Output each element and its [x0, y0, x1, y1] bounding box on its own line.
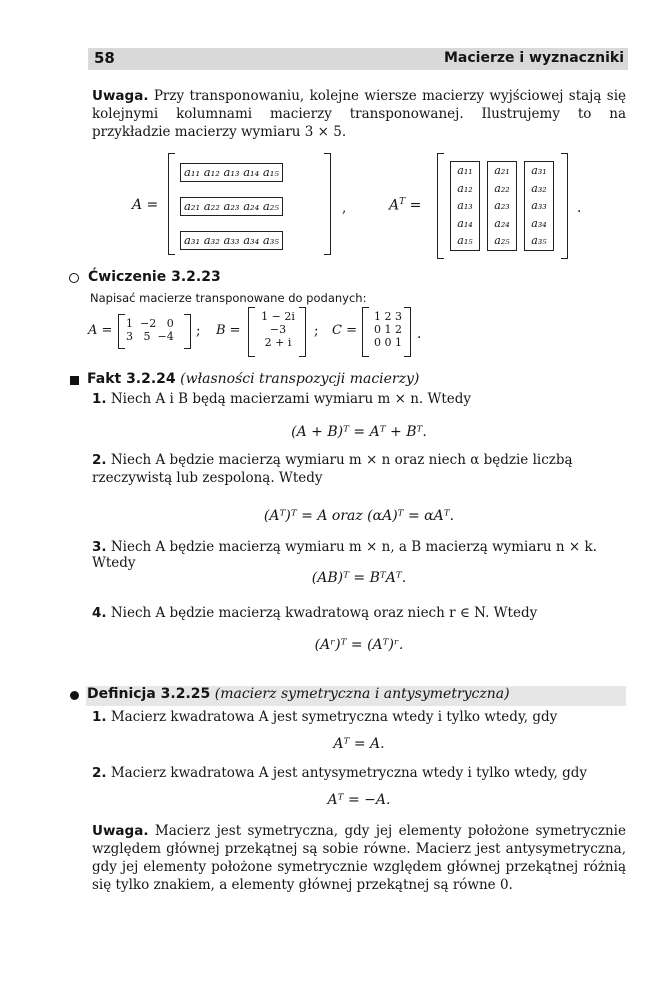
fact-item-text: Niech A będzie macierzą wymiaru m × n oraz niech α będzie liczbą rzeczywistą lub zespoloną. Wtedy	[92, 452, 573, 486]
fact-item-number: 3.	[92, 539, 107, 555]
definition-formula-1: Aᵀ = A.	[333, 736, 385, 752]
fact-item-text: Niech A będzie macierzą kwadratową oraz niech r ∈ N. Wtedy	[110, 605, 538, 621]
exercise-c-right-bracket	[404, 307, 411, 357]
illustration-period: .	[577, 200, 582, 216]
fact-heading	[87, 371, 419, 387]
at-col-3-cell: a₃₄	[531, 216, 547, 230]
exercise-b-row: −3	[269, 323, 287, 336]
illustration-comma: ,	[342, 200, 347, 216]
fact-item-4	[92, 605, 626, 621]
note-text: Macierz jest symetryczna, gdy jej elementy położone symetrycznie względem głównej przekątnej są sobie równe. Macierz jest antysymetryczna, gdy jej elementy położone symetrycznie względem głównej przekątnej różnią się tylko znakiem, a elementy głównej przekątnej są równe 0.	[92, 823, 626, 893]
exercise-c-matrix	[368, 310, 408, 349]
at-col-1	[450, 161, 480, 251]
definition-item-number: 1.	[92, 709, 107, 725]
at-col-2-cell: a₂₄	[494, 216, 510, 230]
note-label: Uwaga.	[92, 823, 149, 839]
exercise-end: .	[417, 326, 422, 342]
at-col-3-cell: a₃₅	[531, 234, 547, 247]
at-col-2-cell: a₂₂	[494, 181, 510, 195]
at-col-3-cell: a₃₃	[531, 199, 547, 212]
at-col-3-cell: a₃₂	[531, 181, 547, 195]
fact-square-icon	[70, 376, 79, 385]
exercise-b-name: B =	[216, 323, 241, 338]
page-number: 58	[94, 49, 115, 67]
exercise-label: Ćwiczenie 3.2.23	[88, 269, 221, 285]
at-label-sup: T	[399, 197, 406, 207]
at-matrix-right-bracket	[561, 153, 568, 259]
exercise-b-row: 2 + i	[264, 336, 292, 349]
page-header	[88, 48, 628, 70]
at-col-3-cell: a₃₁	[531, 164, 547, 177]
exercise-sep-2: ;	[314, 323, 319, 339]
exercise-b-row: 1 − 2i	[261, 310, 295, 323]
exercise-c-name: C =	[332, 323, 357, 338]
a-matrix-right-bracket	[324, 153, 331, 255]
fact-formula-1: (A + B)ᵀ = Aᵀ + Bᵀ.	[291, 424, 427, 440]
exercise-b-right-bracket	[299, 307, 306, 357]
at-col-2-cell: a₂₁	[494, 164, 510, 177]
at-col-2-cell: a₂₃	[494, 199, 510, 212]
fact-formula-2: (Aᵀ)ᵀ = A oraz (αA)ᵀ = αAᵀ.	[263, 508, 455, 524]
definition-heading	[87, 686, 510, 702]
definition-subtitle: (macierz symetryczna i antysymetryczna)	[214, 686, 510, 702]
fact-formula-3: (AB)ᵀ = BᵀAᵀ.	[311, 570, 407, 586]
definition-item-1	[92, 709, 626, 725]
definition-item-number: 2.	[92, 765, 107, 781]
exercise-b-matrix	[254, 310, 302, 349]
fact-item-number: 1.	[92, 391, 107, 407]
at-col-2-cell: a₂₅	[494, 234, 510, 247]
at-col-3	[524, 161, 554, 251]
exercise-sep-1: ;	[196, 323, 201, 339]
exercise-c-row: 1 2 3	[374, 310, 402, 323]
definition-item-text: Macierz kwadratowa A jest antysymetryczna wtedy i tylko wtedy, gdy	[110, 765, 588, 781]
a-row-2: a₂₁ a₂₂ a₂₃ a₂₄ a₂₅	[180, 197, 283, 216]
chapter-title: Macierze i wyznaczniki	[443, 50, 624, 66]
definition-formula-2: Aᵀ = −A.	[327, 792, 391, 808]
at-matrix-left-bracket	[437, 153, 444, 259]
exercise-a-name: A =	[88, 323, 113, 338]
closing-remark	[92, 822, 626, 894]
exercise-a-matrix	[126, 317, 174, 343]
exercise-a-row: 1 −2 0	[126, 317, 174, 330]
at-col-2	[487, 161, 517, 251]
a-row-3: a₃₁ a₃₂ a₃₃ a₃₄ a₃₅	[180, 231, 283, 250]
exercise-c-row: 0 0 1	[374, 336, 402, 349]
fact-subtitle: (własności transpozycji macierzy)	[180, 371, 420, 387]
at-col-1-cell: a₁₄	[457, 216, 473, 230]
exercise-a-row: 3 5 −4	[126, 330, 174, 343]
definition-item-2	[92, 765, 626, 781]
at-matrix-label	[389, 197, 421, 214]
a-matrix-left-bracket	[168, 153, 175, 255]
intro-remark	[92, 87, 626, 141]
fact-item-text: Niech A będzie macierzą wymiaru m × n, a B macierzą wymiaru n × k. Wtedy	[92, 539, 597, 571]
fact-item-2	[92, 451, 626, 487]
at-label-base: A	[389, 197, 400, 214]
at-col-1-cell: a₁₂	[457, 181, 473, 195]
fact-item-3	[92, 539, 626, 571]
a-row-1: a₁₁ a₁₂ a₁₃ a₁₄ a₁₅	[180, 163, 283, 182]
definition-item-text: Macierz kwadratowa A jest symetryczna wtedy i tylko wtedy, gdy	[110, 709, 558, 725]
at-col-1-cell: a₁₃	[457, 199, 473, 212]
at-col-1-cell: a₁₅	[457, 234, 473, 247]
fact-item-number: 2.	[92, 452, 107, 468]
at-equals: =	[409, 197, 422, 214]
definition-dot-icon	[70, 691, 79, 700]
fact-item-number: 4.	[92, 605, 107, 621]
exercise-a-left-bracket	[118, 314, 125, 349]
a-matrix-label: A =	[132, 197, 159, 213]
exercise-c-row: 0 1 2	[374, 323, 402, 336]
fact-item-text: Niech A i B będą macierzami wymiaru m × n. Wtedy	[110, 391, 472, 407]
exercise-circle-icon	[69, 273, 79, 283]
intro-text: Przy transponowaniu, kolejne wiersze macierzy wyjściowej stają się kolejnymi kolumnami macierzy transponowanej. Ilustrujemy to na przykładzie macierzy wymiaru 3 × 5.	[92, 88, 627, 140]
exercise-instruction: Napisać macierze transponowane do podanych:	[90, 291, 367, 305]
at-col-1-cell: a₁₁	[457, 164, 473, 177]
intro-label: Uwaga.	[92, 88, 149, 104]
fact-formula-4: (Aʳ)ᵀ = (Aᵀ)ʳ.	[314, 637, 404, 653]
definition-label: Definicja 3.2.25	[87, 686, 211, 702]
fact-label: Fakt 3.2.24	[87, 371, 176, 387]
exercise-a-right-bracket	[184, 314, 191, 349]
fact-item-1	[92, 391, 626, 407]
